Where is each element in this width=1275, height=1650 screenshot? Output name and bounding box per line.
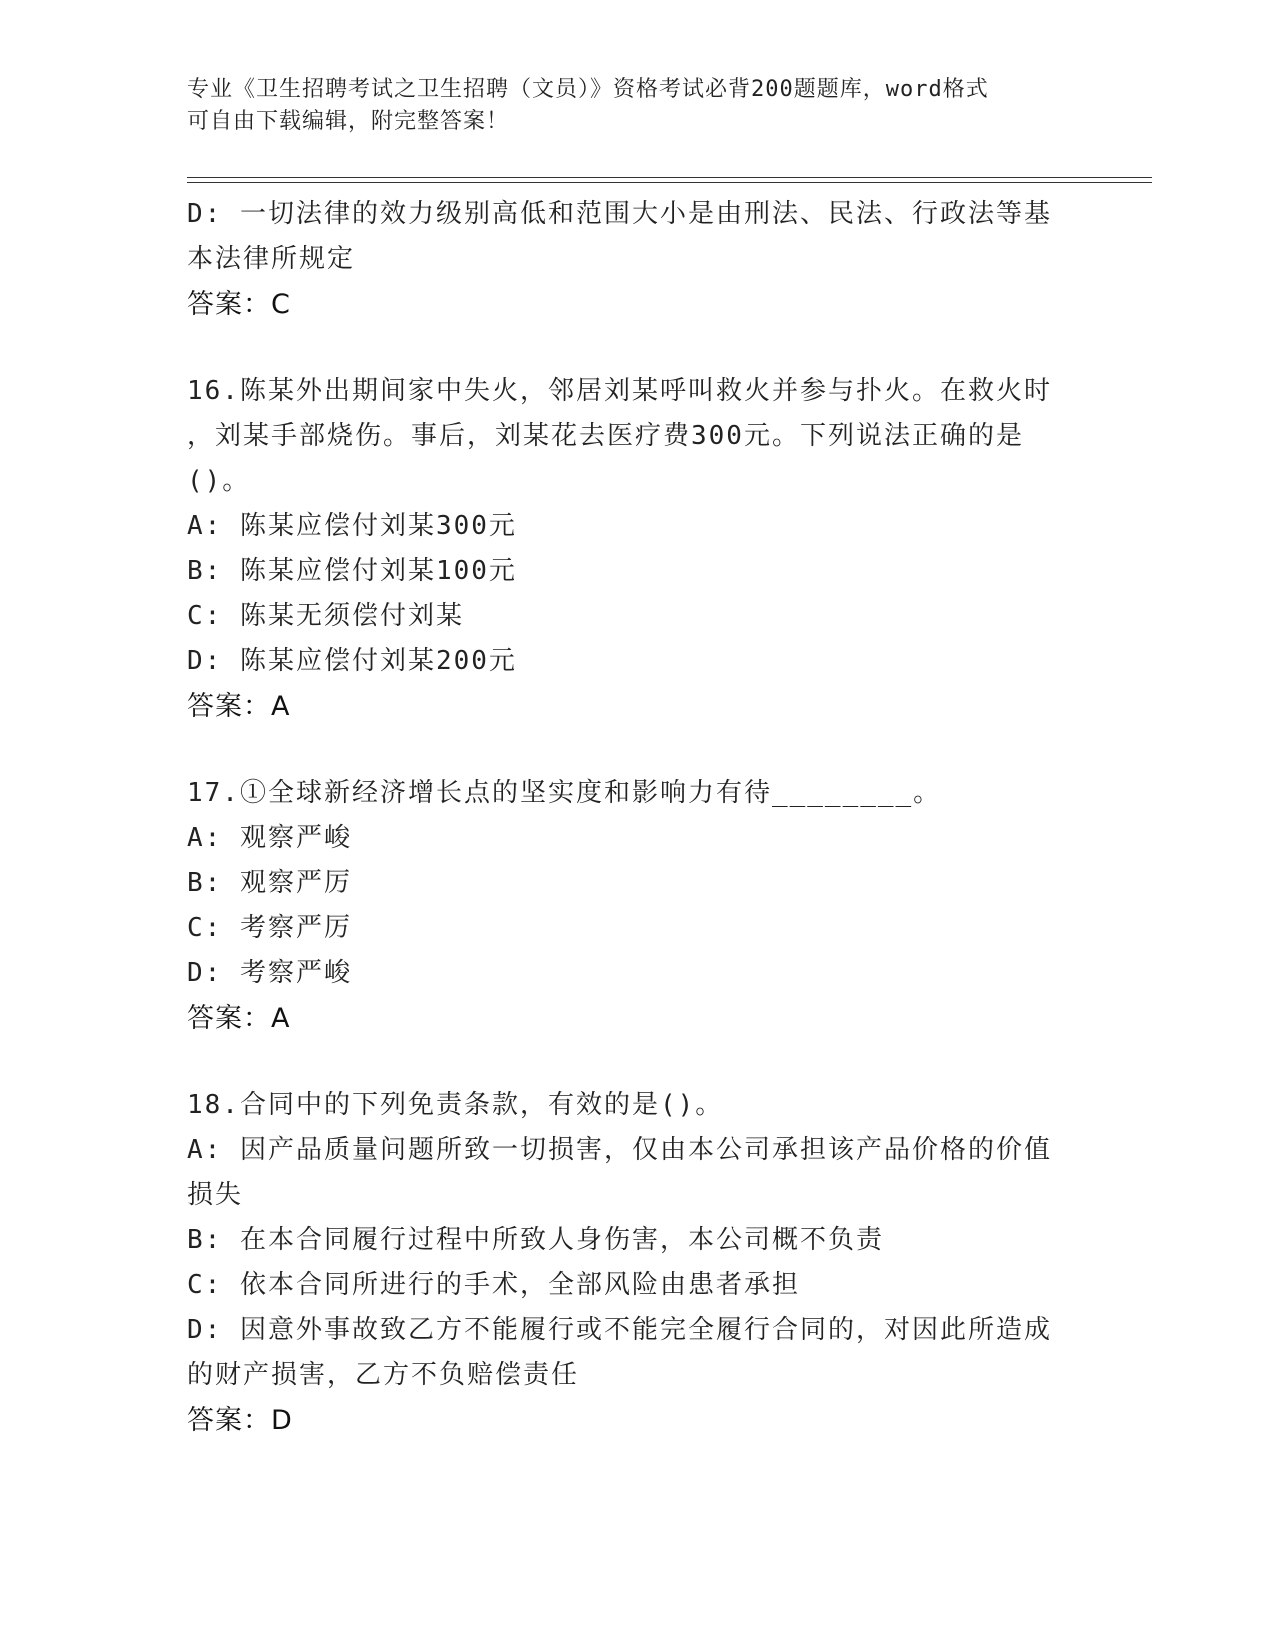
- option-d-continued: 的财产损害，乙方不负赔偿责任: [187, 1360, 580, 1390]
- answer-line: 答案：D: [187, 1405, 293, 1436]
- question-15-tail: [187, 192, 1077, 327]
- option-d: D: 陈某应偿付刘某200元: [187, 646, 517, 676]
- option-d: D: 因意外事故致乙方不能履行或不能完全履行合同的，对因此所造成: [187, 1315, 1052, 1345]
- question-stem-continued: ()。: [187, 466, 251, 496]
- option-b: B: 在本合同履行过程中所致人身伤害，本公司概不负责: [187, 1225, 884, 1255]
- spacer: [187, 729, 1077, 771]
- question-stem-continued: ，刘某手部烧伤。事后，刘某花去医疗费300元。下列说法正确的是: [187, 421, 1024, 451]
- option-d-continued: 本法律所规定: [187, 244, 356, 274]
- answer-line: 答案：A: [187, 691, 291, 722]
- option-d: D: 一切法律的效力级别高低和范围大小是由刑法、民法、行政法等基: [187, 199, 1052, 229]
- answer-line: 答案：C: [187, 289, 291, 320]
- option-a: A: 观察严峻: [187, 823, 352, 853]
- spacer: [187, 1041, 1077, 1083]
- question-16: [187, 369, 1077, 729]
- question-18: [187, 1083, 1077, 1443]
- option-a: A: 陈某应偿付刘某300元: [187, 511, 517, 541]
- header-divider-top: [187, 177, 1152, 178]
- question-stem: 17.①全球新经济增长点的坚实度和影响力有待________。: [187, 778, 942, 808]
- option-c: C: 陈某无须偿付刘某: [187, 601, 464, 631]
- question-stem: 18.合同中的下列免责条款，有效的是()。: [187, 1090, 724, 1120]
- question-17: [187, 771, 1077, 1041]
- spacer: [187, 327, 1077, 369]
- option-a-continued: 损失: [187, 1180, 244, 1210]
- option-c: C: 依本合同所进行的手术，全部风险由患者承担: [187, 1270, 800, 1300]
- question-list: [187, 192, 1077, 1443]
- page-header: [187, 74, 1067, 138]
- option-b: B: 陈某应偿付刘某100元: [187, 556, 517, 586]
- option-d: D: 考察严峻: [187, 958, 352, 988]
- option-b: B: 观察严厉: [187, 868, 352, 898]
- question-stem: 16.陈某外出期间家中失火，邻居刘某呼叫救火并参与扑火。在救火时: [187, 376, 1052, 406]
- header-title-line-1: 专业《卫生招聘考试之卫生招聘（文员）》资格考试必背200题题库，word格式: [187, 77, 989, 102]
- header-divider-bottom: [187, 182, 1152, 183]
- answer-line: 答案：A: [187, 1003, 291, 1034]
- option-a: A: 因产品质量问题所致一切损害，仅由本公司承担该产品价格的价值: [187, 1135, 1052, 1165]
- header-title-line-2: 可自由下载编辑，附完整答案！: [187, 109, 510, 134]
- option-c: C: 考察严厉: [187, 913, 352, 943]
